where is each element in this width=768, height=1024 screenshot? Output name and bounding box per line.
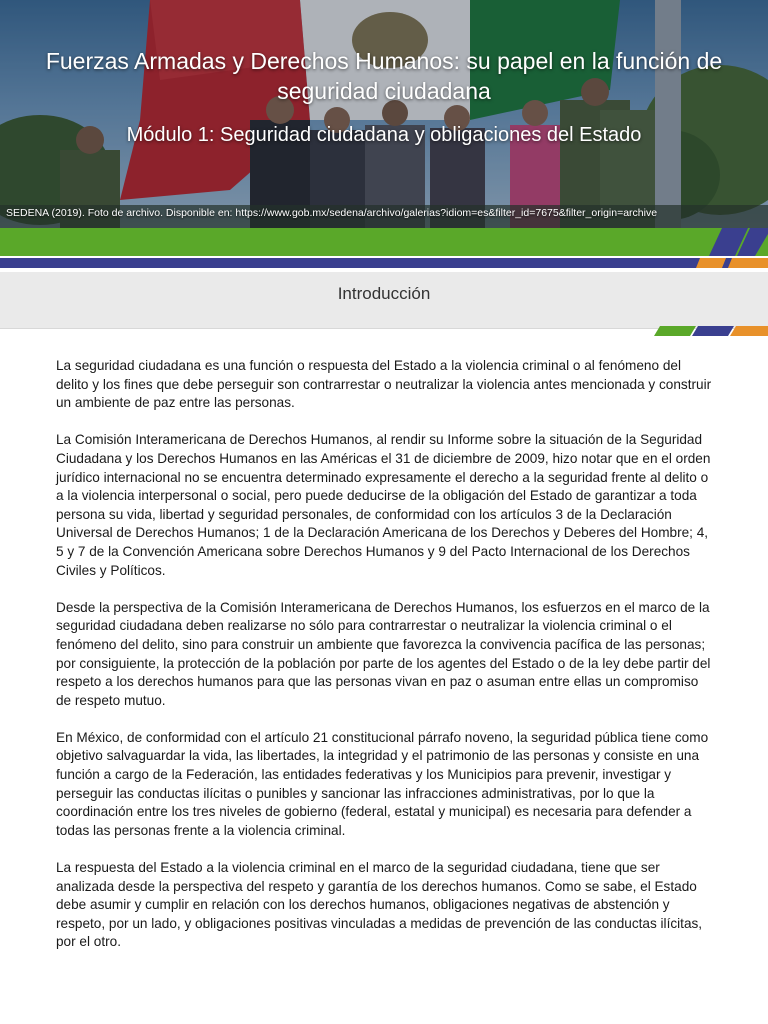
page-title: Fuerzas Armadas y Derechos Humanos: su papel en la función de seguridad ciudadana — [45, 48, 723, 104]
section-banner — [0, 272, 768, 329]
paragraph: La Comisión Interamericana de Derechos Humanos, al rendir su Informe sobre la situación de la Seguridad Ciudadana y los Derechos Humanos en las Américas el 31 de diciembre de 2009, hizo notar que en el orden jurídico internacional no se encuentra determinado expresamente el derecho a la seguridad frente al delito o a la violencia interpersonal o social, pero puede deducirse de la obligación del Estado de garantizar a toda persona su vida, libertad y seguridad personales, de conformidad con los artículos 3 de la Declaración Universal de Derechos Humanos; 1 de la Declaración Americana de los Derechos y Deberes del Hombre; 4, 5 y 7 de la Convención Americana sobre Derechos Humanos y 9 del Pacto Internacional de los Derechos Civiles y Políticos. — [56, 432, 711, 578]
decorative-stripes — [0, 228, 768, 272]
paragraph: Desde la perspectiva de la Comisión Interamericana de Derechos Humanos, los esfuerzos en el marco de la seguridad ciudadana deben realizarse no sólo para contrarrestar o neutralizar la violencia criminal o el fenómeno del delito, sino para construir un ambiente que favorezca la convivencia pacífica de las personas; por consiguiente, la protección de la población por parte de los agentes del Estado o de la ley debe partir del respeto a los derechos humanos para que las personas vivan en paz o asuman entre ellas un compromiso de respeto mutuo. — [56, 599, 711, 708]
photo-credit: SEDENA (2019). Foto de archivo. Disponible en: https://www.gob.mx/sedena/archivo/galerias?idiom=es&filter_id=7675&filter_origin=archive — [6, 207, 658, 219]
paragraph: En México, de conformidad con el artículo 21 constitucional párrafo noveno, la seguridad pública tiene como objetivo salvaguardar la vida, las libertades, la integridad y el patrimonio de las personas y consiste en una función a cargo de la Federación, las entidades federativas y los Municipios para prevenir, investigar y perseguir las conductas ilícitas o punibles y sancionar las infracciones administrativas, por lo que la coordinación entre los tres niveles de gobierno (federal, estatal y municipal) es necesaria para defender a todas las personas frente a la violencia criminal. — [56, 729, 709, 838]
section-stripes — [0, 326, 768, 340]
paragraph: La respuesta del Estado a la violencia criminal en el marco de la seguridad ciudadana, tiene que ser analizada desde la perspectiva del respeto y garantía de los derechos humanos. Como se sabe, el Estado debe asumir y cumplir en relación con los derechos humanos, obligaciones negativas de abstención y respeto, por un lado, y obligaciones positivas vinculadas a medidas de prevención de las conductas ilícitas, por el otro. — [56, 860, 703, 950]
hero-overlay — [0, 0, 768, 228]
module-subtitle: Módulo 1: Seguridad ciudadana y obligaciones del Estado — [126, 124, 642, 146]
hero-banner — [0, 0, 768, 228]
article-body — [56, 357, 716, 971]
paragraph: La seguridad ciudadana es una función o respuesta del Estado a la violencia criminal o al fenómeno del delito y los fines que debe perseguir son contrarrestar o neutralizar la violencia antes mencionada y construir un ambiente de paz entre las personas. — [56, 358, 712, 411]
section-title: Introducción — [337, 284, 431, 303]
